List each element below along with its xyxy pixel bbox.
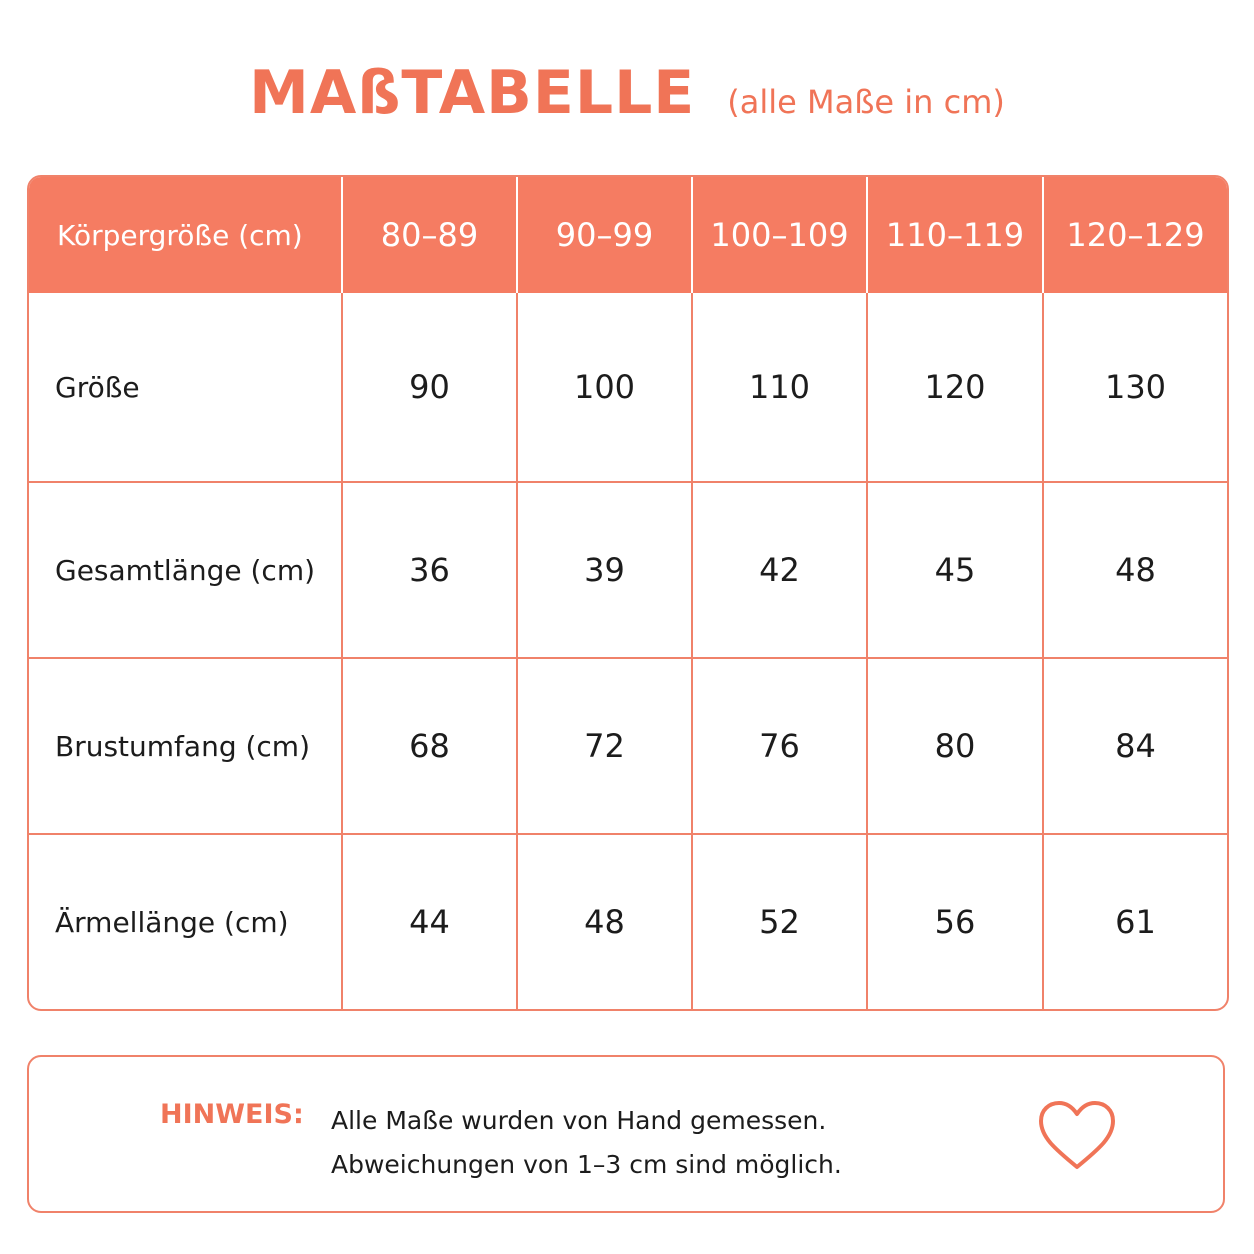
table-row [29,835,1227,1009]
table-cell: 90 [343,293,518,483]
title-main: MAßTABELLE [249,58,696,128]
table-cell: 48 [1044,483,1227,659]
table-row [29,659,1227,835]
table-cell: 76 [693,659,868,835]
table-cell: 36 [343,483,518,659]
table-cell: 56 [868,835,1044,1009]
row-label: Brustumfang (cm) [29,659,343,835]
table-cell: 100 [518,293,693,483]
note-line: Abweichungen von 1–3 cm sind möglich. [331,1150,842,1179]
header-column: 110–119 [868,177,1044,293]
table-row [29,483,1227,659]
table-cell: 84 [1044,659,1227,835]
title-unit-note: (alle Maße in cm) [727,83,1005,121]
table-cell: 52 [693,835,868,1009]
table-header-row [29,177,1227,293]
table-cell: 120 [868,293,1044,483]
table-cell: 130 [1044,293,1227,483]
table-cell: 68 [343,659,518,835]
note-box [27,1055,1225,1213]
table-cell: 44 [343,835,518,1009]
table-cell: 42 [693,483,868,659]
table-cell: 48 [518,835,693,1009]
note-label: HINWEIS: [160,1099,304,1130]
table-cell: 39 [518,483,693,659]
row-label: Gesamtlänge (cm) [29,483,343,659]
size-chart-table [27,175,1229,1011]
header-column: 80–89 [343,177,518,293]
row-label: Größe [29,293,343,483]
heart-icon [1037,1099,1117,1173]
note-text [331,1099,842,1187]
table-cell: 45 [868,483,1044,659]
header-column: 100–109 [693,177,868,293]
header-column: 90–99 [518,177,693,293]
header-column: 120–129 [1044,177,1227,293]
table-row [29,293,1227,483]
header-body-height: Körpergröße (cm) [29,177,343,293]
table-cell: 80 [868,659,1044,835]
table-cell: 61 [1115,903,1156,941]
table-cell: 110 [693,293,868,483]
table-cell: 72 [518,659,693,835]
row-label: Ärmellänge (cm) [29,835,343,1009]
note-line: Alle Maße wurden von Hand gemessen. [331,1106,827,1135]
page-title [0,58,1254,138]
